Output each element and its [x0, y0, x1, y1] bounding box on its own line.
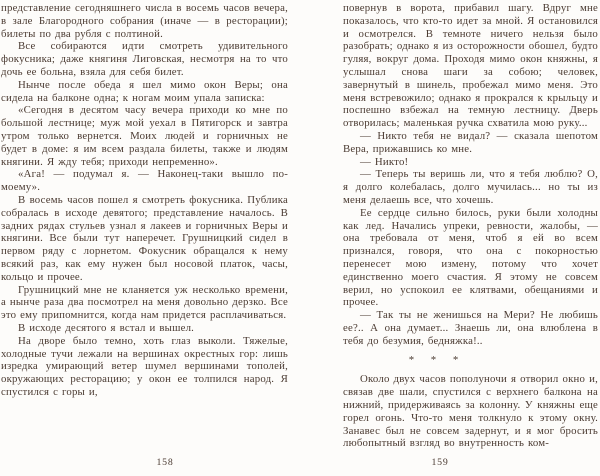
page-left — [1, 2, 288, 468]
paragraph: — Никто! — [360, 155, 409, 168]
paragraph: «Сегодня в десятом часу вечера приходи ко мне по большой лестнице; муж мой уехал в Пятигорск и завтра утром только вернется. Моих людей и горничных не будет в доме: я им всем раздала билеты, также и людям княгини. Я жду тебя; приходи непременно». — [1, 104, 288, 168]
paragraph: — Никто тебя не видал? — сказала шепотом Вера, прижавшись ко мне. — [343, 129, 598, 155]
paragraph: Около двух часов пополуночи я отворил окно и, связав две шали, спустился с верхнего балкона на нижний, придерживаясь за колонну. У княжны еще горел огонь. Что-то меня толкнуло к этому окну. Занавес был не совсем задернут, и я мог бросить любопытный взгляд во внутренность ком- — [343, 373, 598, 450]
page-text-left — [1, 2, 288, 399]
paragraph: представление сегодняшнего числа в восемь часов вечера, в зале Благородного собрания (иначе — в ресторации); билеты по два рубля с полтиной. — [1, 2, 288, 40]
page-right — [343, 2, 598, 468]
paragraph: — Так ты не женишься на Мери? Не любишь ее?.. А она думает... Знаешь ли, она влюблена в тебя до безумия, бедняжка!.. — [343, 309, 598, 347]
paragraph: В восемь часов пошел я смотреть фокусника. Публика собралась в исходе девятого; представление началось. В задних рядах стульев узнал я лакеев и горничных Веры и княгини. Все были тут наперечет. Грушницкий сидел в первом ряду с лорнетом. Фокусник обращался к нему всякий раз, как ему нужен был носовой платок, часы, кольцо и прочее. — [1, 193, 288, 283]
paragraph: В исходе десятого я встал и вышел. — [18, 321, 195, 334]
paragraph: Ее сердце сильно билось, руки были холодны как лед. Начались упреки, ревности, жалобы, — она требовала от меня, чтоб я ей во всем признался, говоря, что она с покорностью перенесет мою измену, потому что хочет единственно моего счастия. Я этому не совсем верил, но успокоил ее клятвами, обещаниями и прочее. — [343, 206, 598, 309]
page-number-left: 158 — [156, 457, 174, 468]
paragraph: Нынче после обеда я шел мимо окон Веры; она сидела на балконе одна; к ногам моим упала записка: — [1, 78, 288, 104]
paragraph: На дворе было темно, хоть глаз выколи. Тяжелые, холодные тучи лежали на вершинах окрестных гор: лишь изредка умирающий ветер шумел вершинами тополей, окружающих ресторацию; у окон ее толпился народ. Я спустился с горы и, — [1, 334, 288, 398]
page-number-right: 159 — [431, 457, 449, 468]
paragraph: Грушницкий мне не кланяется уж несколько времени, а нынче раза два посмотрел на меня довольно дерзко. Все это ему припомнится, когда нам придется расплачиваться. — [1, 283, 288, 322]
paragraph: повернув в ворота, прибавил шагу. Вдруг мне показалось, что кто-то идет за мной. Я остановился и осмотрелся. В темноте ничего нельзя было разобрать; однако я из осторожности обошел, будто гуляя, вокруг дома. Проходя мимо окон княжны, я услышал снова шаги за собою; человек, завернутый в шинель, пробежал мимо меня. Это меня встревожило; однако я прокрался к крыльцу и поспешно взбежал на темную лестницу. Дверь отворилась; маленькая ручка схватила мою руку... — [343, 2, 598, 130]
paragraph: — Теперь ты веришь ли, что я тебя люблю? О, я долго колебалась, долго мучилась... но ты из меня делаешь все, что хочешь. — [343, 168, 598, 206]
section-break: * * * — [408, 353, 466, 366]
paragraph: «Ага! — подумал я. — Наконец-таки вышло по-моему». — [1, 168, 288, 194]
page-text-right — [343, 2, 598, 450]
paragraph: Все собираются идти смотреть удивительного фокусника; даже княгиня Лиговская, несмотря на то что дочь ее больна, взяла для себя билет. — [1, 40, 288, 78]
